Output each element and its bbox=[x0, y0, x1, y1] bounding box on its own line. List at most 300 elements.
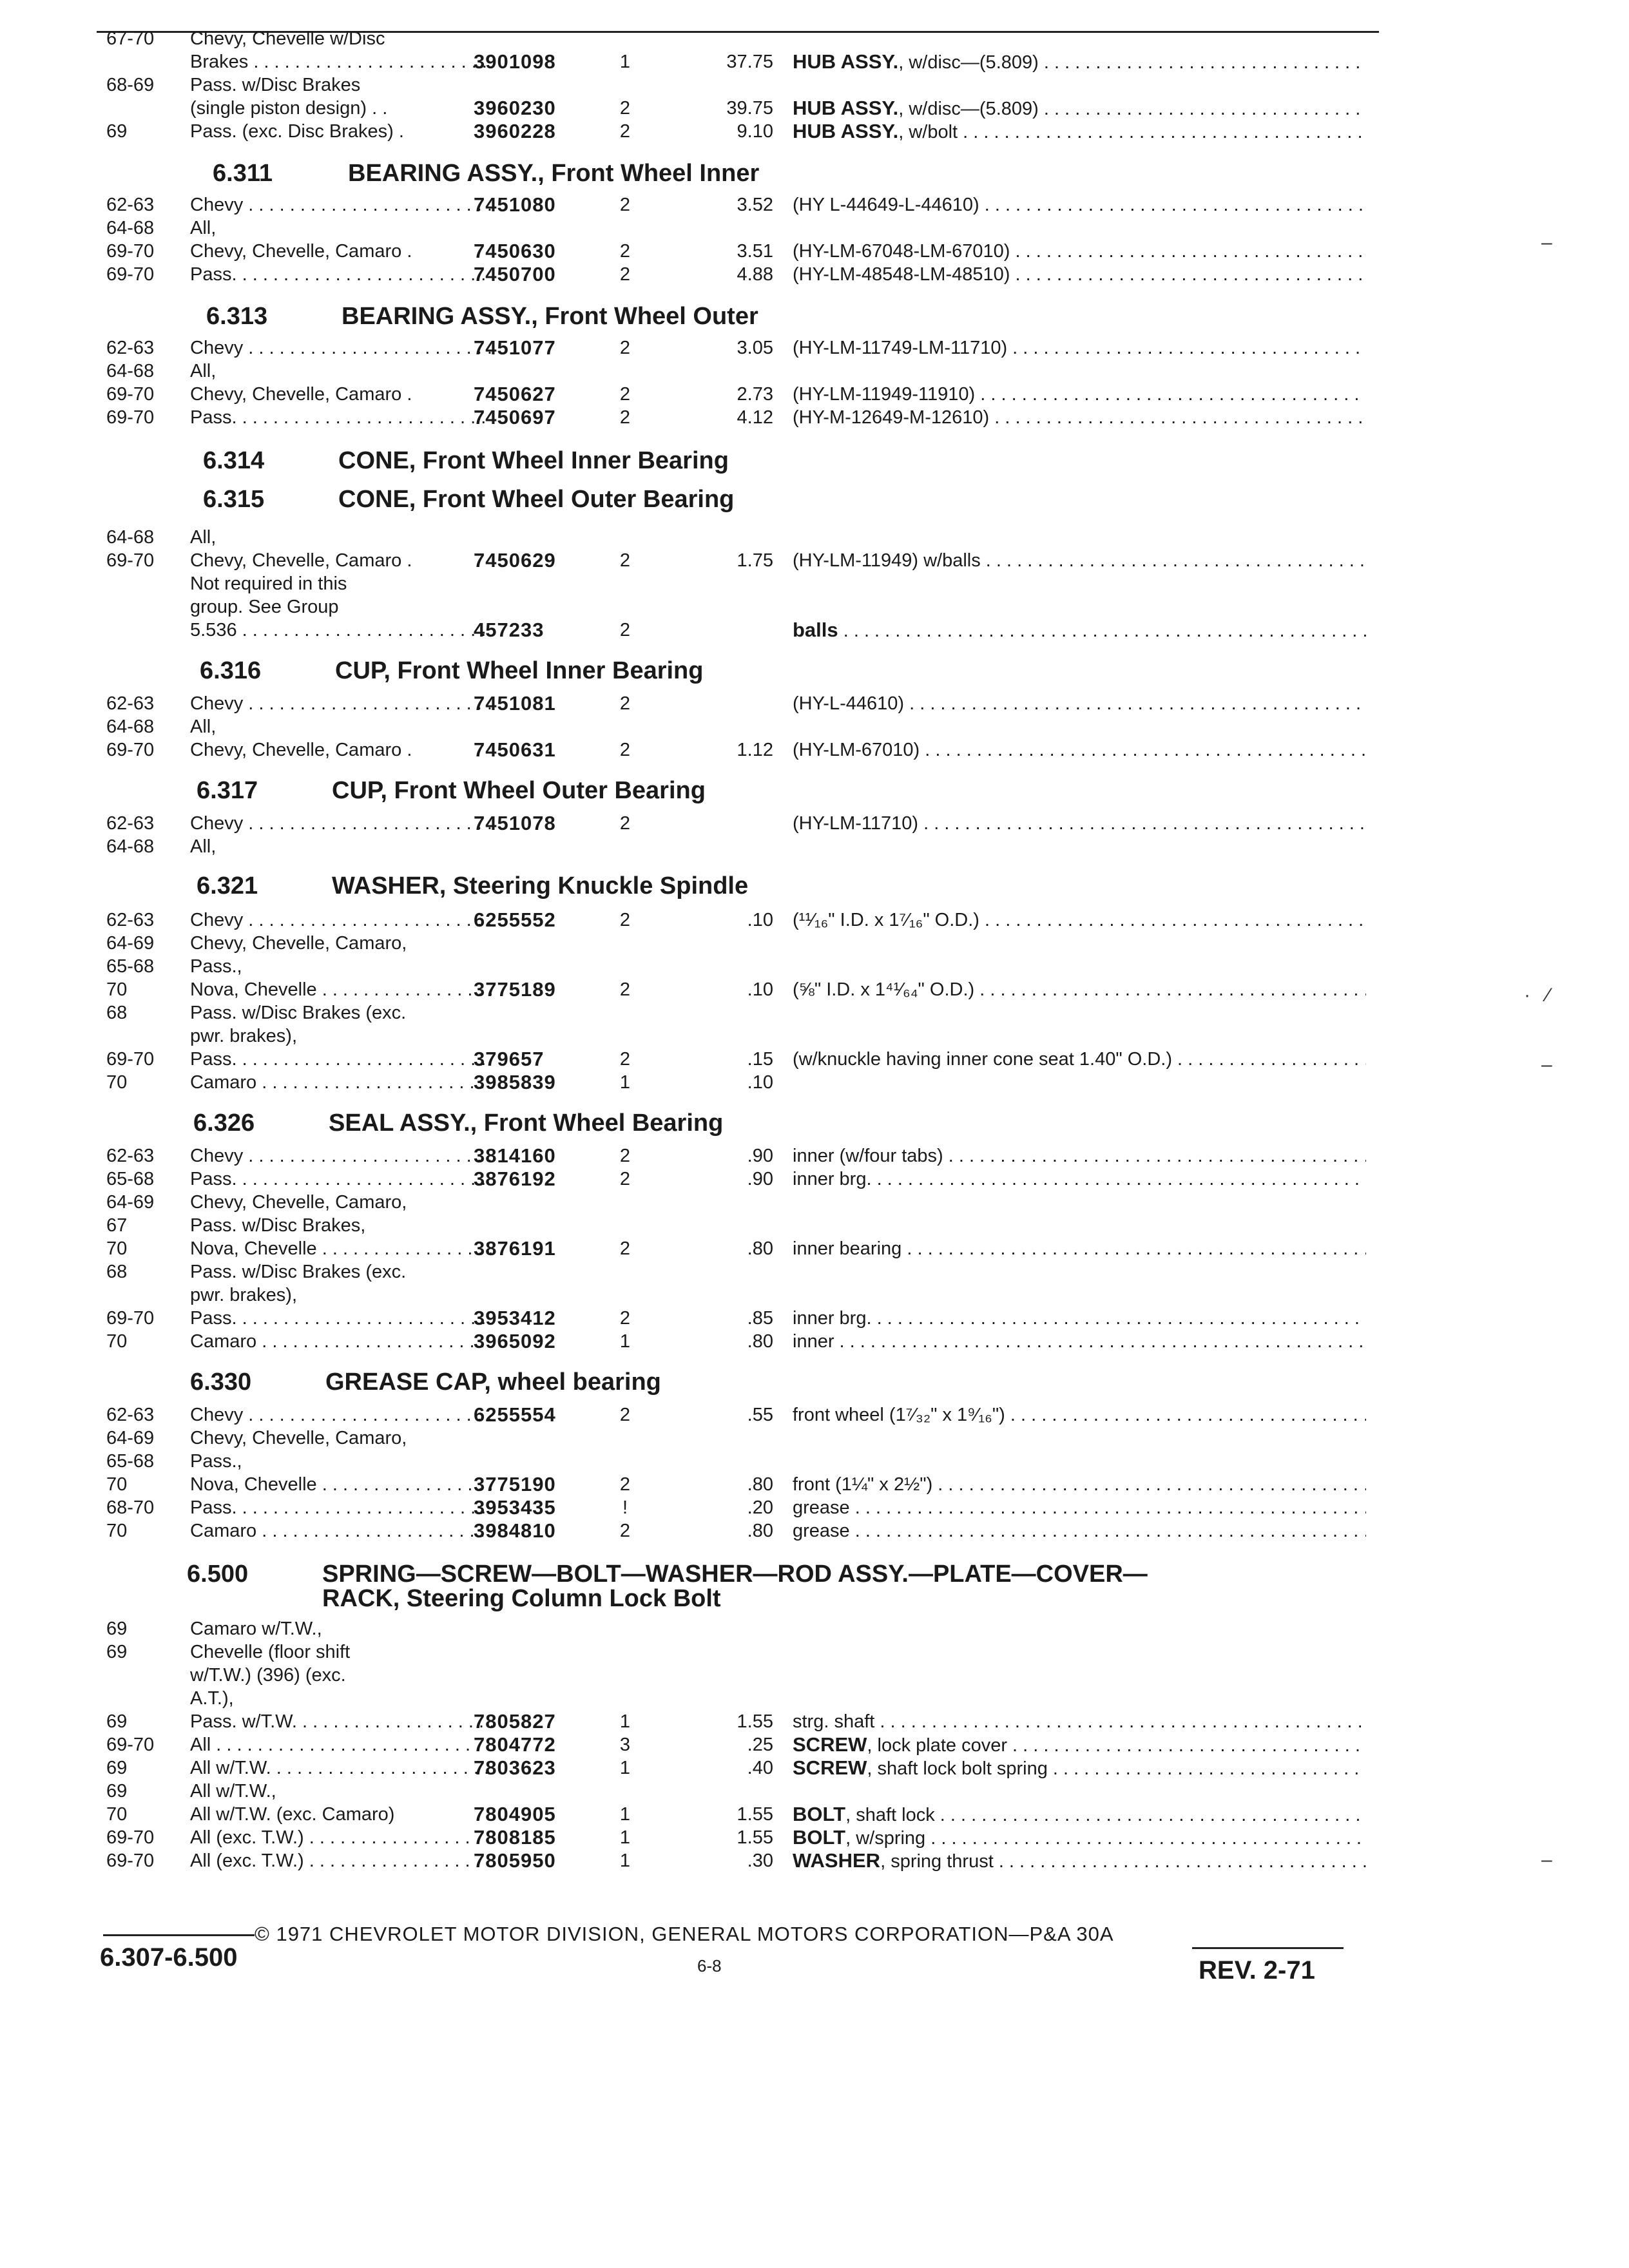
quantity: 1 bbox=[619, 1804, 631, 1825]
application: Chevy . . . bbox=[190, 193, 493, 216]
section-heading-6326: 6.326 SEAL ASSY., Front Wheel Bearing bbox=[193, 1110, 724, 1137]
model-year: 64-69 bbox=[106, 933, 155, 954]
model-year: 69 bbox=[106, 1619, 128, 1639]
model-year: 69-70 bbox=[106, 1308, 155, 1329]
part-row bbox=[0, 1826, 1629, 1852]
application: Chevy . . . bbox=[190, 1144, 493, 1168]
margin-mark: · ⁄ bbox=[1524, 985, 1550, 1006]
application: Pass. w/Disc Brakes bbox=[190, 75, 361, 95]
price: 2.73 bbox=[737, 384, 773, 405]
part-number: 3960230 bbox=[474, 97, 556, 119]
quantity: 2 bbox=[619, 979, 631, 1000]
part-row bbox=[0, 955, 1629, 981]
quantity: 1 bbox=[619, 1850, 631, 1871]
part-row bbox=[0, 263, 1629, 289]
price: 1.55 bbox=[737, 1804, 773, 1825]
application: All, bbox=[190, 218, 217, 238]
part-row bbox=[0, 572, 1629, 598]
price: 1.55 bbox=[737, 1711, 773, 1732]
part-row bbox=[0, 812, 1629, 838]
application: pwr. brakes), bbox=[190, 1285, 297, 1305]
part-row bbox=[0, 193, 1629, 219]
description: BOLT, shaft lock . . . bbox=[793, 1803, 1366, 1827]
part-row bbox=[0, 1803, 1629, 1829]
quantity: 2 bbox=[619, 1308, 631, 1329]
application: Pass. w/Disc Brakes, bbox=[190, 1215, 366, 1236]
model-year: 62-63 bbox=[106, 910, 155, 930]
section-heading-6311: 6.311 BEARING ASSY., Front Wheel Inner bbox=[213, 160, 760, 187]
quantity: 2 bbox=[619, 1474, 631, 1495]
description: inner . . . bbox=[793, 1330, 1366, 1353]
part-number: 3965092 bbox=[474, 1330, 556, 1352]
quantity: 2 bbox=[619, 195, 631, 215]
model-year: 68 bbox=[106, 1262, 128, 1282]
price: .15 bbox=[747, 1049, 773, 1070]
price: 3.51 bbox=[737, 241, 773, 262]
model-year: 65-68 bbox=[106, 1169, 155, 1189]
model-year: 67 bbox=[106, 1215, 128, 1236]
application: All w/T.W., bbox=[190, 1781, 276, 1802]
application: All w/T.W. . . . bbox=[190, 1756, 493, 1780]
quantity: 2 bbox=[619, 1049, 631, 1070]
model-year: 64-68 bbox=[106, 527, 155, 548]
part-row bbox=[0, 1710, 1629, 1736]
application: 5.536 . . . bbox=[190, 619, 493, 642]
application: All (exc. T.W.) . . . bbox=[190, 1849, 493, 1872]
price: .55 bbox=[747, 1405, 773, 1425]
section-heading-6316: 6.316 CUP, Front Wheel Inner Bearing bbox=[200, 657, 704, 684]
application: Pass. w/T.W. . . . bbox=[190, 1710, 493, 1733]
application: Not required in this bbox=[190, 573, 347, 594]
price: .90 bbox=[747, 1169, 773, 1189]
description: HUB ASSY., w/disc—(5.809) . . . bbox=[793, 50, 1366, 74]
model-year: 69-70 bbox=[106, 264, 155, 285]
application: Chevy . . . bbox=[190, 908, 493, 932]
part-row bbox=[0, 216, 1629, 242]
model-year: 70 bbox=[106, 979, 128, 1000]
model-year: 69-70 bbox=[106, 1735, 155, 1755]
price: .40 bbox=[747, 1758, 773, 1778]
model-year: 65-68 bbox=[106, 1451, 155, 1472]
description: (w/knuckle having inner cone seat 1.40" O.D.) . . . bbox=[793, 1048, 1366, 1071]
model-year: 68-69 bbox=[106, 75, 155, 95]
part-number: 457233 bbox=[474, 619, 545, 641]
model-year: 69 bbox=[106, 1758, 128, 1778]
application: (single piston design) . . bbox=[190, 98, 388, 119]
application: Pass. . . . bbox=[190, 1307, 493, 1330]
model-year: 62-63 bbox=[106, 1146, 155, 1166]
part-row bbox=[0, 978, 1629, 1004]
part-number: 7805827 bbox=[474, 1710, 556, 1733]
quantity: 2 bbox=[619, 550, 631, 571]
model-year: 69 bbox=[106, 1711, 128, 1732]
model-year: 69-70 bbox=[106, 550, 155, 571]
quantity: 1 bbox=[619, 52, 631, 72]
application: Pass. . . . bbox=[190, 1048, 493, 1071]
model-year: 68-70 bbox=[106, 1497, 155, 1518]
model-year: 70 bbox=[106, 1072, 128, 1093]
application: Pass. . . . bbox=[190, 1496, 493, 1519]
quantity: 1 bbox=[619, 1331, 631, 1352]
price: 3.52 bbox=[737, 195, 773, 215]
part-row bbox=[0, 1640, 1629, 1666]
margin-tick: – bbox=[1541, 232, 1552, 253]
application: pwr. brakes), bbox=[190, 1026, 297, 1046]
part-row bbox=[0, 908, 1629, 934]
model-year: 64-68 bbox=[106, 218, 155, 238]
description: (HY-LM-48548-LM-48510) . . . bbox=[793, 263, 1366, 286]
application: Chevy, Chevelle, Camaro . bbox=[190, 241, 412, 262]
model-year: 64-69 bbox=[106, 1428, 155, 1448]
part-row bbox=[0, 835, 1629, 861]
application: All . . . bbox=[190, 1733, 493, 1756]
part-row bbox=[0, 715, 1629, 741]
price: .80 bbox=[747, 1238, 773, 1259]
part-row bbox=[0, 1756, 1629, 1782]
quantity: 1 bbox=[619, 1758, 631, 1778]
price: .25 bbox=[747, 1735, 773, 1755]
application: Pass. . . . bbox=[190, 263, 493, 286]
part-row bbox=[0, 692, 1629, 718]
model-year: 69-70 bbox=[106, 1049, 155, 1070]
model-year: 64-68 bbox=[106, 836, 155, 857]
quantity: 2 bbox=[619, 620, 631, 640]
model-year: 62-63 bbox=[106, 338, 155, 358]
part-number: 7451081 bbox=[474, 692, 556, 715]
quantity: 2 bbox=[619, 1146, 631, 1166]
part-row bbox=[0, 1071, 1629, 1097]
part-number: 7803623 bbox=[474, 1756, 556, 1779]
price: .85 bbox=[747, 1308, 773, 1329]
part-row bbox=[0, 1214, 1629, 1240]
price: 9.10 bbox=[737, 121, 773, 142]
application: Chevy, Chevelle w/Disc bbox=[190, 28, 385, 49]
price: 1.12 bbox=[737, 740, 773, 760]
application: Pass., bbox=[190, 956, 242, 977]
model-year: 68 bbox=[106, 1003, 128, 1023]
model-year: 69-70 bbox=[106, 1850, 155, 1871]
section-heading-6321: 6.321 WASHER, Steering Knuckle Spindle bbox=[197, 872, 749, 899]
quantity: 1 bbox=[619, 1711, 631, 1732]
quantity: 1 bbox=[619, 1072, 631, 1093]
part-number: 7804905 bbox=[474, 1803, 556, 1825]
part-row bbox=[0, 1001, 1629, 1027]
application: Camaro . . . bbox=[190, 1071, 493, 1094]
part-row bbox=[0, 1519, 1629, 1545]
part-number: 7451077 bbox=[474, 336, 556, 359]
part-number: 7450630 bbox=[474, 240, 556, 262]
model-year: 62-63 bbox=[106, 1405, 155, 1425]
application: Chevy, Chevelle, Camaro, bbox=[190, 933, 407, 954]
application: Pass., bbox=[190, 1451, 242, 1472]
part-row bbox=[0, 50, 1629, 76]
description: BOLT, w/spring . . . bbox=[793, 1826, 1366, 1850]
margin-tick: – bbox=[1541, 1054, 1552, 1075]
description: (HY L-44649-L-44610) . . . bbox=[793, 193, 1366, 216]
part-number: 7450627 bbox=[474, 383, 556, 405]
part-number: 3953435 bbox=[474, 1496, 556, 1519]
part-row bbox=[0, 526, 1629, 552]
application: Pass. (exc. Disc Brakes) . bbox=[190, 121, 404, 142]
part-row bbox=[0, 383, 1629, 408]
revision-label: REV. 2-71 bbox=[1199, 1956, 1315, 1984]
description: front wheel (1⁷⁄₃₂" x 1⁹⁄₁₆") . . . bbox=[793, 1403, 1366, 1427]
model-year: 69 bbox=[106, 1642, 128, 1662]
description: HUB ASSY., w/disc—(5.809) . . . bbox=[793, 97, 1366, 120]
page-number: 6-8 bbox=[697, 1956, 722, 1975]
description: (HY-LM-67048-LM-67010) . . . bbox=[793, 240, 1366, 263]
part-number: 7808185 bbox=[474, 1826, 556, 1849]
description: front (1¼" x 2½") . . . bbox=[793, 1473, 1366, 1496]
part-row bbox=[0, 1780, 1629, 1805]
application: Chevy, Chevelle, Camaro . bbox=[190, 550, 412, 571]
model-year: 69-70 bbox=[106, 1827, 155, 1848]
part-row bbox=[0, 1283, 1629, 1309]
part-row bbox=[0, 1496, 1629, 1522]
part-number: 3960228 bbox=[474, 120, 556, 142]
part-row bbox=[0, 738, 1629, 764]
quantity: 2 bbox=[619, 241, 631, 262]
description: (HY-LM-67010) . . . bbox=[793, 738, 1366, 762]
price: .80 bbox=[747, 1521, 773, 1541]
part-row bbox=[0, 1450, 1629, 1475]
description: (HY-LM-11949-11910) . . . bbox=[793, 383, 1366, 406]
section-heading-6330: 6.330 GREASE CAP, wheel bearing bbox=[190, 1369, 661, 1396]
application: Camaro . . . bbox=[190, 1330, 493, 1353]
model-year: 69-70 bbox=[106, 740, 155, 760]
model-year: 69-70 bbox=[106, 407, 155, 428]
section-heading-6317: 6.317 CUP, Front Wheel Outer Bearing bbox=[197, 777, 706, 804]
part-row bbox=[0, 240, 1629, 265]
part-row bbox=[0, 406, 1629, 432]
part-number: 379657 bbox=[474, 1048, 545, 1070]
price: 37.75 bbox=[726, 52, 773, 72]
price: 1.55 bbox=[737, 1827, 773, 1848]
part-row bbox=[0, 1427, 1629, 1452]
part-number: 6255552 bbox=[474, 908, 556, 931]
description: (⅝" I.D. x 1⁴¹⁄₆₄" O.D.) . . . bbox=[793, 978, 1366, 1001]
application: Chevy . . . bbox=[190, 1403, 493, 1427]
application: Chevelle (floor shift bbox=[190, 1642, 351, 1662]
price: 39.75 bbox=[726, 98, 773, 119]
quantity: 2 bbox=[619, 98, 631, 119]
price: .80 bbox=[747, 1474, 773, 1495]
description: inner brg. . . . bbox=[793, 1168, 1366, 1191]
part-number: 7451078 bbox=[474, 812, 556, 834]
part-row bbox=[0, 1849, 1629, 1875]
price: .10 bbox=[747, 979, 773, 1000]
model-year: 62-63 bbox=[106, 195, 155, 215]
price: 1.75 bbox=[737, 550, 773, 571]
part-row bbox=[0, 120, 1629, 146]
footer-rule-right bbox=[1192, 1947, 1344, 1949]
quantity: 2 bbox=[619, 338, 631, 358]
application: Pass. . . . bbox=[190, 1168, 493, 1191]
description: (HY-LM-11749-LM-11710) . . . bbox=[793, 336, 1366, 360]
description: strg. shaft . . . bbox=[793, 1710, 1366, 1733]
section-heading-6314: 6.314 CONE, Front Wheel Inner Bearing bbox=[203, 447, 729, 474]
application: All (exc. T.W.) . . . bbox=[190, 1826, 493, 1849]
application: Pass. w/Disc Brakes (exc. bbox=[190, 1262, 407, 1282]
model-year: 67-70 bbox=[106, 28, 155, 49]
footer-rule-left bbox=[103, 1934, 255, 1936]
quantity: 2 bbox=[619, 1238, 631, 1259]
part-number: 3876192 bbox=[474, 1168, 556, 1190]
model-year: 70 bbox=[106, 1331, 128, 1352]
part-number: 3775189 bbox=[474, 978, 556, 1001]
application: Chevy . . . bbox=[190, 692, 493, 715]
part-number: 3953412 bbox=[474, 1307, 556, 1329]
part-number: 3775190 bbox=[474, 1473, 556, 1495]
application: Camaro w/T.W., bbox=[190, 1619, 322, 1639]
description: SCREW, lock plate cover . . . bbox=[793, 1733, 1366, 1757]
application: Pass. . . . bbox=[190, 406, 493, 429]
part-row bbox=[0, 1687, 1629, 1713]
part-number: 3814160 bbox=[474, 1144, 556, 1167]
part-row bbox=[0, 1024, 1629, 1050]
quantity: 1 bbox=[619, 1827, 631, 1848]
part-number: 3984810 bbox=[474, 1519, 556, 1542]
quantity: 3 bbox=[619, 1735, 631, 1755]
part-row bbox=[0, 1260, 1629, 1286]
part-row bbox=[0, 1237, 1629, 1263]
part-row bbox=[0, 1403, 1629, 1429]
section-heading-6315: 6.315 CONE, Front Wheel Outer Bearing bbox=[203, 486, 735, 513]
margin-tick: – bbox=[1541, 1849, 1552, 1870]
part-number: 7804772 bbox=[474, 1733, 556, 1756]
application: Chevy . . . bbox=[190, 336, 493, 360]
application: group. See Group bbox=[190, 597, 339, 617]
application: All w/T.W. (exc. Camaro) bbox=[190, 1804, 395, 1825]
model-year: 64-68 bbox=[106, 716, 155, 737]
application: Nova, Chevelle . . . bbox=[190, 978, 493, 1001]
part-row bbox=[0, 1307, 1629, 1332]
model-year: 65-68 bbox=[106, 956, 155, 977]
part-number: 7450700 bbox=[474, 263, 556, 285]
part-row bbox=[0, 360, 1629, 385]
part-row bbox=[0, 73, 1629, 99]
part-number: 7450631 bbox=[474, 738, 556, 761]
part-row bbox=[0, 1733, 1629, 1759]
quantity: 2 bbox=[619, 264, 631, 285]
model-year: 69 bbox=[106, 121, 128, 142]
application: Chevy, Chevelle, Camaro . bbox=[190, 384, 412, 405]
quantity: 2 bbox=[619, 813, 631, 834]
part-number: 3876191 bbox=[474, 1237, 556, 1260]
part-row bbox=[0, 549, 1629, 575]
page-range: 6.307-6.500 bbox=[100, 1943, 238, 1972]
part-row bbox=[0, 1617, 1629, 1643]
quantity: 2 bbox=[619, 693, 631, 714]
model-year: 64-69 bbox=[106, 1192, 155, 1213]
price: 4.12 bbox=[737, 407, 773, 428]
part-row bbox=[0, 1144, 1629, 1170]
price: .20 bbox=[747, 1497, 773, 1518]
model-year: 70 bbox=[106, 1521, 128, 1541]
description: balls . . . bbox=[793, 619, 1366, 642]
model-year: 69 bbox=[106, 1781, 128, 1802]
part-row bbox=[0, 27, 1629, 53]
quantity: 2 bbox=[619, 1521, 631, 1541]
model-year: 64-68 bbox=[106, 361, 155, 381]
part-row bbox=[0, 932, 1629, 957]
model-year: 70 bbox=[106, 1804, 128, 1825]
application: All, bbox=[190, 361, 217, 381]
price: .30 bbox=[747, 1850, 773, 1871]
part-number: 7805950 bbox=[474, 1849, 556, 1872]
model-year: 62-63 bbox=[106, 693, 155, 714]
application: Brakes . . . bbox=[190, 50, 493, 73]
section-heading-6313: 6.313 BEARING ASSY., Front Wheel Outer bbox=[206, 303, 758, 330]
part-row bbox=[0, 1048, 1629, 1073]
description: (HY-M-12649-M-12610) . . . bbox=[793, 406, 1366, 429]
description: SCREW, shaft lock bolt spring . . . bbox=[793, 1756, 1366, 1780]
part-number: 7450629 bbox=[474, 549, 556, 572]
quantity: 2 bbox=[619, 407, 631, 428]
part-row bbox=[0, 1473, 1629, 1499]
description: (HY-L-44610) . . . bbox=[793, 692, 1366, 715]
description: HUB ASSY., w/bolt . . . bbox=[793, 120, 1366, 144]
description: grease . . . bbox=[793, 1519, 1366, 1542]
copyright-notice: © 1971 CHEVROLET MOTOR DIVISION, GENERAL MOTORS CORPORATION—P&A 30A bbox=[255, 1923, 1114, 1945]
description: (HY-LM-11710) . . . bbox=[793, 812, 1366, 835]
application: Pass. w/Disc Brakes (exc. bbox=[190, 1003, 407, 1023]
part-row bbox=[0, 1168, 1629, 1193]
model-year: 70 bbox=[106, 1238, 128, 1259]
part-row bbox=[0, 595, 1629, 621]
price: .10 bbox=[747, 1072, 773, 1093]
quantity: 2 bbox=[619, 121, 631, 142]
part-row bbox=[0, 1330, 1629, 1356]
price: 3.05 bbox=[737, 338, 773, 358]
quantity: 2 bbox=[619, 740, 631, 760]
application: A.T.), bbox=[190, 1688, 234, 1709]
application: All, bbox=[190, 716, 217, 737]
part-number: 3901098 bbox=[474, 50, 556, 73]
description: (HY-LM-11949) w/balls . . . bbox=[793, 549, 1366, 572]
description: grease . . . bbox=[793, 1496, 1366, 1519]
section-heading-6500: 6.500 SPRING—SCREW—BOLT—WASHER—ROD ASSY.—PLATE—COVER— bbox=[187, 1561, 1148, 1588]
part-row bbox=[0, 1664, 1629, 1689]
description: (¹¹⁄₁₆" I.D. x 1⁷⁄₁₆" O.D.) . . . bbox=[793, 908, 1366, 932]
description: inner bearing . . . bbox=[793, 1237, 1366, 1260]
model-year: 69-70 bbox=[106, 241, 155, 262]
quantity: 2 bbox=[619, 1405, 631, 1425]
part-number: 3985839 bbox=[474, 1071, 556, 1093]
application: Chevy, Chevelle, Camaro . bbox=[190, 740, 412, 760]
application: Nova, Chevelle . . . bbox=[190, 1473, 493, 1496]
price: .90 bbox=[747, 1146, 773, 1166]
application: Camaro . . . bbox=[190, 1519, 493, 1542]
model-year: 62-63 bbox=[106, 813, 155, 834]
quantity: 2 bbox=[619, 384, 631, 405]
part-number: 7451080 bbox=[474, 193, 556, 216]
part-number: 7450697 bbox=[474, 406, 556, 428]
quantity: 2 bbox=[619, 1169, 631, 1189]
price: 4.88 bbox=[737, 264, 773, 285]
application: Chevy, Chevelle, Camaro, bbox=[190, 1428, 407, 1448]
application: Chevy . . . bbox=[190, 812, 493, 835]
model-year: 69-70 bbox=[106, 384, 155, 405]
part-row bbox=[0, 97, 1629, 122]
description: WASHER, spring thrust . . . bbox=[793, 1849, 1366, 1873]
quantity: ! bbox=[622, 1497, 628, 1518]
price: .10 bbox=[747, 910, 773, 930]
part-row bbox=[0, 1191, 1629, 1216]
quantity: 2 bbox=[619, 910, 631, 930]
description: inner (w/four tabs) . . . bbox=[793, 1144, 1366, 1168]
application: All, bbox=[190, 836, 217, 857]
